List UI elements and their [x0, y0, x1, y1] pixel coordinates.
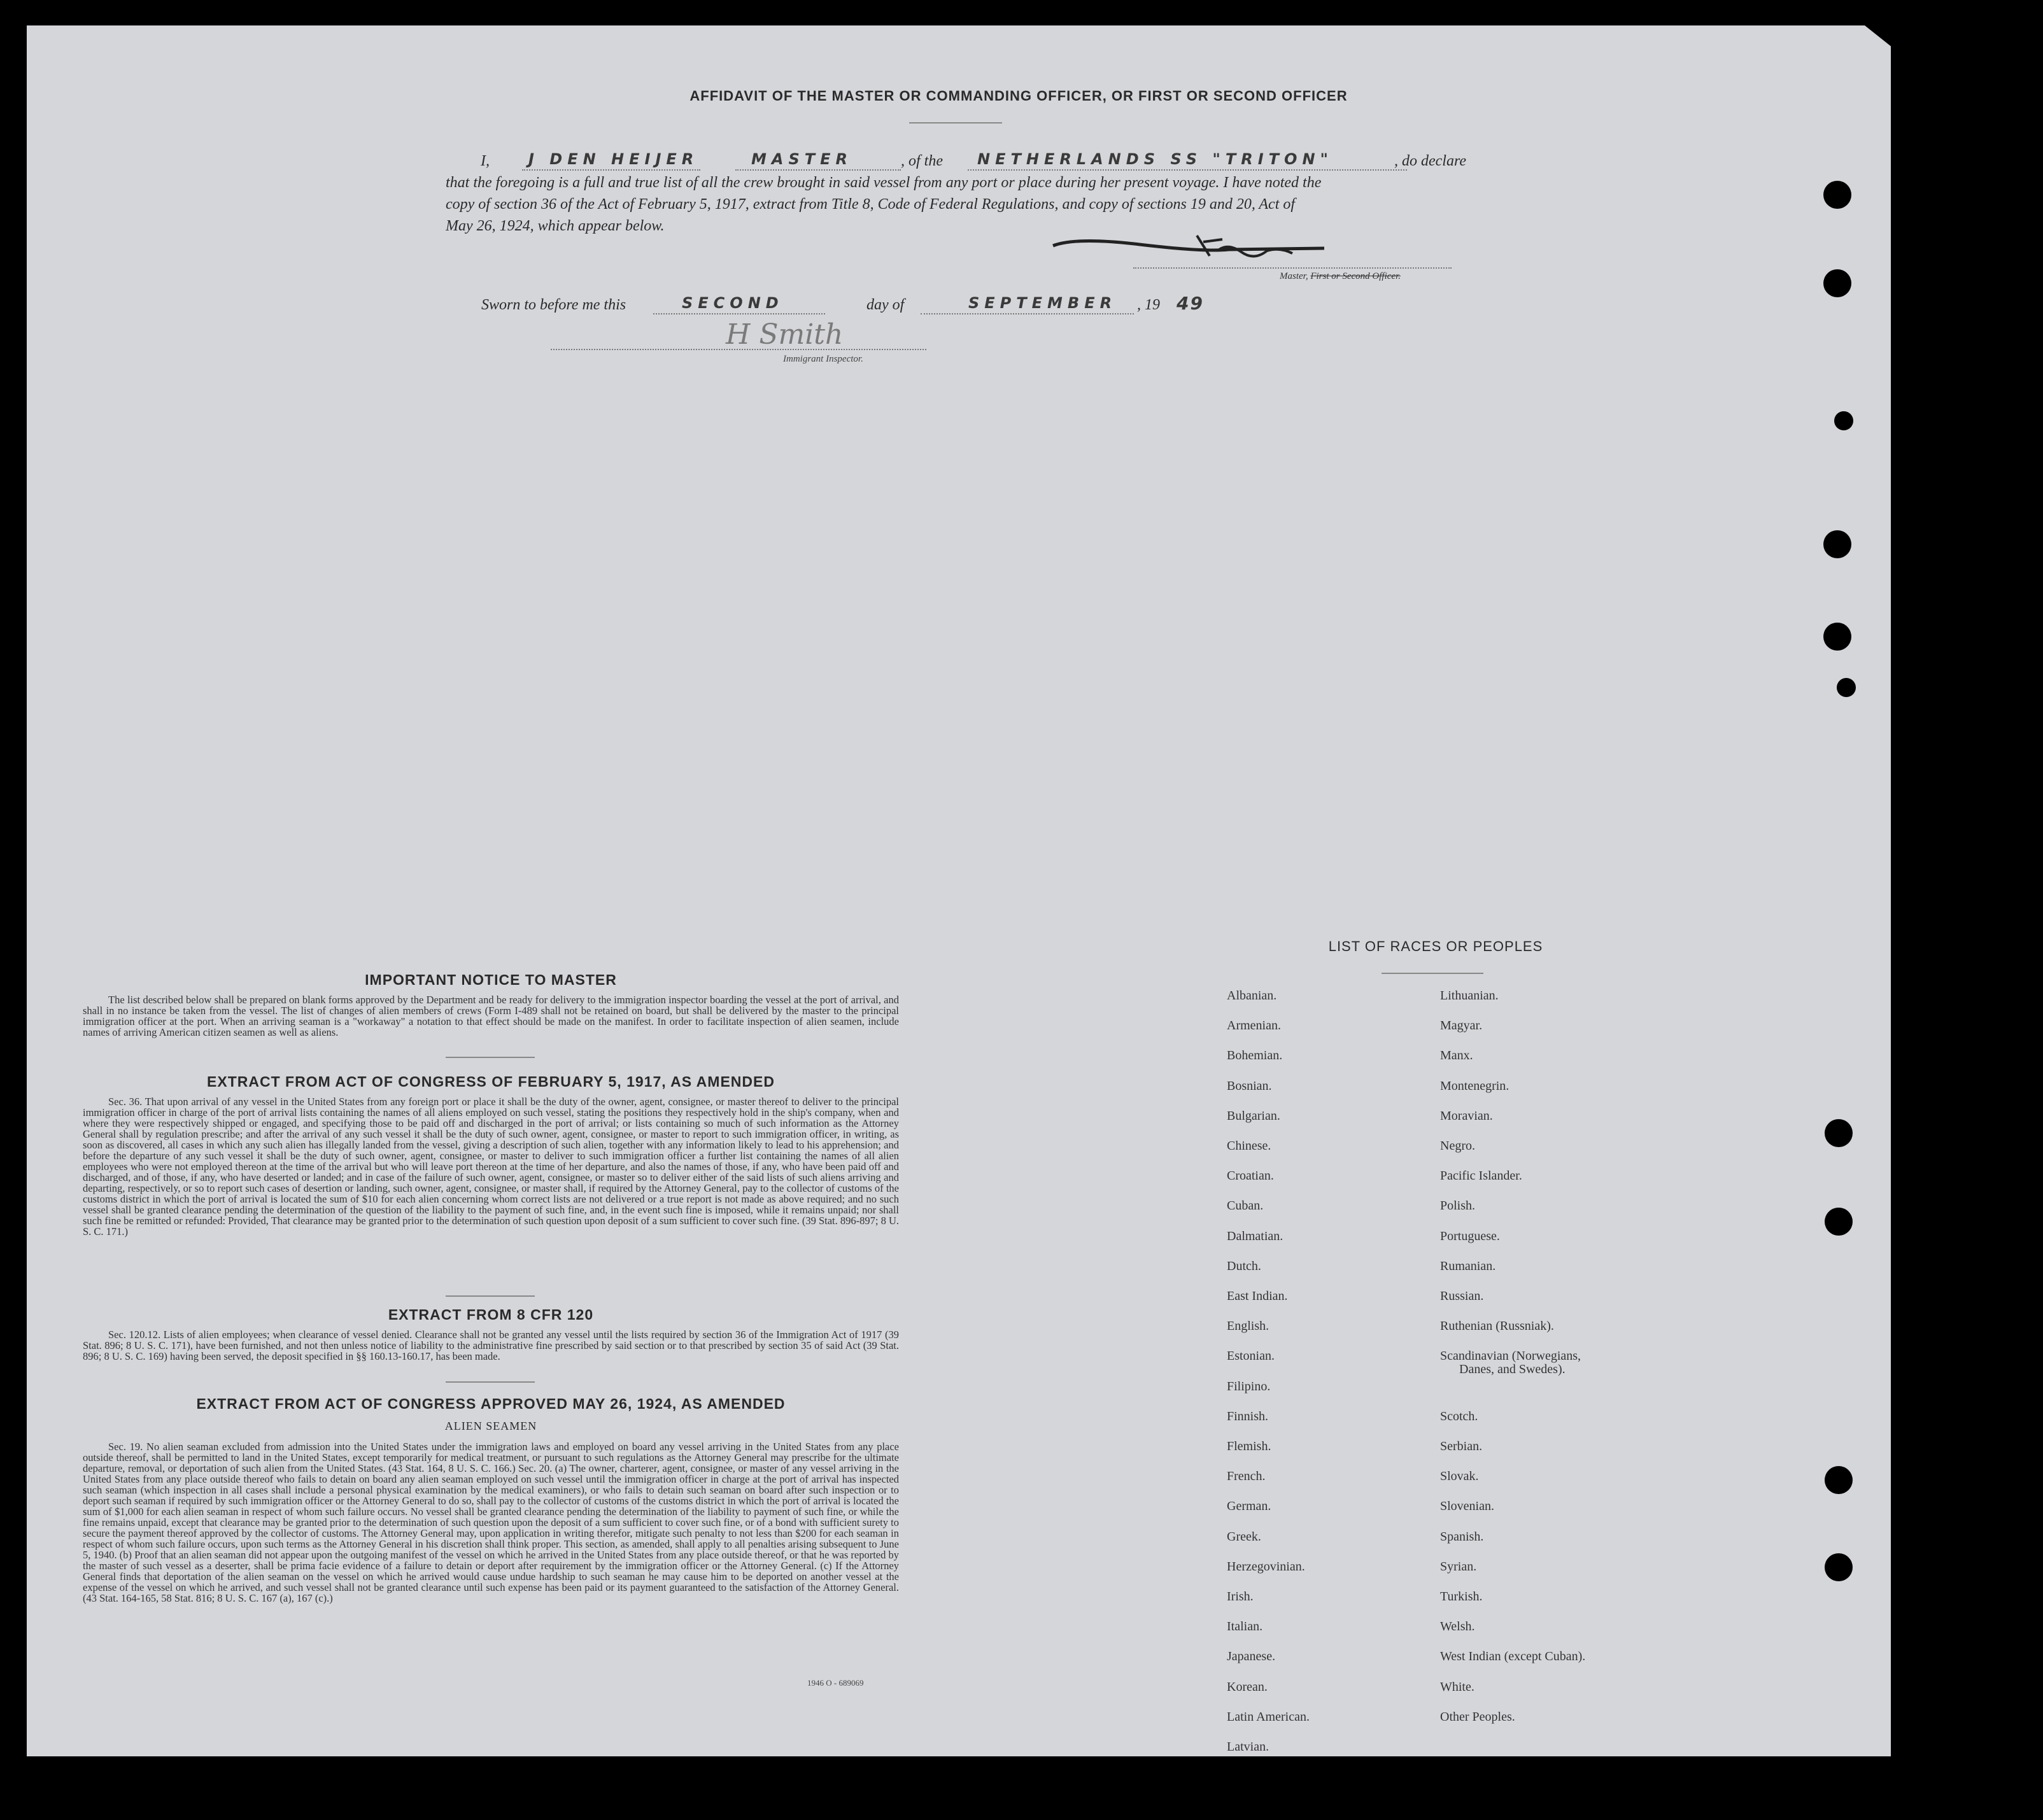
- master-caption: [1280, 271, 1401, 282]
- race-item: Cuban.: [1227, 1199, 1264, 1213]
- race-item: Chinese.: [1227, 1139, 1271, 1153]
- sworn-label: Sworn to before me this: [481, 297, 626, 313]
- race-item: Welsh.: [1440, 1619, 1475, 1634]
- race-item: Scandinavian (Norwegians,: [1440, 1349, 1581, 1364]
- year-prefix: , 19: [1137, 297, 1160, 313]
- inspector-signature: H Smith: [726, 318, 844, 351]
- race-item: Magyar.: [1440, 1019, 1483, 1033]
- race-item: Scotch.: [1440, 1409, 1478, 1423]
- race-item: White.: [1440, 1679, 1474, 1694]
- race-item: Pacific Islander.: [1440, 1169, 1522, 1183]
- race-item: Montenegrin.: [1440, 1078, 1509, 1093]
- declare-label: , do declare: [1394, 153, 1467, 169]
- race-item: English.: [1227, 1319, 1269, 1334]
- extract-1924-text: Sec. 19. No alien seaman excluded from admission into the United States under the immigration laws and employed on board any vessel arriving in the United States from any place outside thereof, shall be permitted to land in the United States, except temporarily for medical treatment, or pursuant to such regulations as the Attorney General may prescribe for the ultimate departure, removal, or deportation of such alien from the United States. (43 Stat. 164, 8 U. S. C. 166.) Sec. 20. (a) The owner, charterer, agent, consignee, or master of any vessel arriving in the United States from any place outside thereof who fails to detain on board any alien seaman employed on such vessel until the immigration officer in charge at the port of arrival has inspected such seaman (which inspection in all cases shall include a personal physical examination by the medical examiners), or who fails to detain such seaman on board after such inspection or to deport such seaman if required by such immigration officer or the Attorney General to do so, shall pay to the collector of customs of the customs district in which the port of arrival is located the sum of $1,000 for each alien seaman in respect of whom such failure occurs. No vessel shall be granted clearance pending the determination of the liability to payment of such fine, or while the fine remains unpaid, except that clearance may be granted prior to the determination of such question upon the deposit of a sum sufficient to cover such fine, or of a bond with sufficient surety to secure the payment thereof approved by the collector of customs. The Attorney General may, upon application in writing therefor, mitigate such penalty to not less than $200 for each seaman in respect of whom such failure occurs, upon such terms as the Attorney General in his discretion shall think proper. This section, as amended, shall apply to all penalties arising subsequent to June 5, 1940. (b) Proof that an alien seaman did not appear upon the outgoing manifest of the vessel on which he arrived in the United States from any place outside thereof, or that he was reported by the master of such vessel as a deserter, shall be prima facie evidence of a failure to detain or deport after requirement by the immigration officer or the Attorney General. (c) If the Attorney General finds that deportation of the alien seaman on the vessel on which he arrived would cause undue hardship to such seaman he may cause him to be deported on another vessel at the expense of the vessel on which he arrived, and such vessel shall not be granted clearance until such expense has been paid or its payment guaranteed to the satisfaction of the Attorney General. (43 Stat. 164-165, 58 Stat. 816; 8 U. S. C. 167 (a), 167 (c).): [83, 1441, 899, 1604]
- race-item: Syrian.: [1440, 1559, 1477, 1574]
- of-the-label: , of the: [901, 153, 943, 169]
- race-item: Spanish.: [1440, 1529, 1484, 1544]
- race-item: Croatian.: [1227, 1169, 1274, 1183]
- race-item: Dalmatian.: [1227, 1229, 1283, 1243]
- extract-1917-text: Sec. 36. That upon arrival of any vessel in the United States from any foreign port or place it shall be the duty of the owner, agent, consignee, or master thereof to deliver to the principal immigration officer in charge of the port of arrival lists containing the names of all aliens employed on such vessel, stating the positions they respectively hold in the ship's company, when and where they were respectively shipped or engaged, and specifying those to be paid off and discharged in the port of arrival; or lists containing so much of such information as the Attorney General shall by regulation prescribe; and after the arrival of any such vessel it shall be the duty of such owner, agent, consignee, or master to report to such immigration officer, in writing, as soon as discovered, all cases in which any such alien has illegally landed from the vessel, giving a description of such alien, together with any information likely to lead to his apprehension; and before the departure of any such vessel it shall be the duty of such owner, agent, consignee, or master to deliver to such immigration officer a further list containing the names of all alien employees who were not employed thereon at the time of the arrival but who will leave port thereon at the time of her departure, and also the names of those, if any, who have been paid off and discharged, and of those, if any, who have deserted or landed; and in case of the failure of such owner, agent, consignee, or master so to deliver either of the said lists of such aliens arriving and departing, respectively, or so to report such cases of desertion or landing, such owner, agent, consignee, or master shall, if required by the Attorney General, pay to the collector of customs of the customs district in which the port of arrival is located the sum of $10 for each alien concerning whom correct lists are not delivered or a true report is not made as above required; and no such vessel shall be granted clearance pending the determination of the question of the liability to the payment of such fine, and, in the event such fine is imposed, while it remains unpaid; nor shall such fine be remitted or refunded: Provided, That clearance may be granted prior to the determination of such question upon deposit of a sum sufficient to cover such fine. (39 Stat. 896-897; 8 U. S. C. 171.): [83, 1096, 899, 1238]
- punch-hole: [1825, 1119, 1853, 1147]
- race-item: Latvian.: [1227, 1740, 1269, 1754]
- pronoun-i: I,: [481, 153, 490, 169]
- race-item: Lithuanian.: [1440, 989, 1499, 1003]
- race-item: Korean.: [1227, 1679, 1268, 1694]
- extract-1917-divider: [446, 1295, 535, 1297]
- punch-hole: [1823, 269, 1851, 297]
- race-item: Irish.: [1227, 1590, 1254, 1604]
- punch-hole: [1834, 411, 1853, 430]
- race-item: Albanian.: [1227, 989, 1277, 1003]
- race-item: Flemish.: [1227, 1439, 1271, 1453]
- races-heading: LIST OF RACES OR PEOPLES: [1328, 938, 1543, 954]
- sworn-line: [481, 295, 1245, 317]
- race-item: Ruthenian (Russniak).: [1440, 1319, 1554, 1334]
- race-item: Bosnian.: [1227, 1078, 1272, 1093]
- sworn-day: SECOND: [682, 294, 784, 312]
- extract-1924-heading: EXTRACT FROM ACT OF CONGRESS APPROVED MAY 26, 1924, AS AMENDED: [196, 1395, 786, 1412]
- race-item: Bulgarian.: [1227, 1108, 1280, 1123]
- race-item: Japanese.: [1227, 1649, 1276, 1664]
- affidavit-title: AFFIDAVIT OF THE MASTER OR COMMANDING OFFICER, OR FIRST OR SECOND OFFICER: [689, 88, 1348, 104]
- race-item: Bohemian.: [1227, 1048, 1283, 1063]
- race-item: Armenian.: [1227, 1019, 1281, 1033]
- punch-hole: [1825, 1466, 1853, 1494]
- punch-hole: [1823, 623, 1851, 651]
- race-item: Negro.: [1440, 1139, 1475, 1153]
- race-item: French.: [1227, 1469, 1266, 1484]
- punch-hole: [1823, 181, 1851, 209]
- race-item: Greek.: [1227, 1529, 1261, 1544]
- inspector-caption: Immigrant Inspector.: [783, 354, 863, 364]
- race-item: Moravian.: [1440, 1108, 1493, 1123]
- punch-hole: [1837, 678, 1856, 697]
- day-of-label: day of: [866, 297, 905, 313]
- race-item: Dutch.: [1227, 1259, 1261, 1273]
- extract-1917-heading: EXTRACT FROM ACT OF CONGRESS OF FEBRUARY 5, 1917, AS AMENDED: [207, 1073, 775, 1090]
- master-caption-text: Master,: [1280, 271, 1308, 281]
- race-item: Slovak.: [1440, 1469, 1479, 1484]
- rank: MASTER: [751, 150, 852, 168]
- race-item: Manx.: [1440, 1048, 1473, 1063]
- race-item: Italian.: [1227, 1619, 1263, 1634]
- race-item: German.: [1227, 1499, 1271, 1514]
- race-item: Slovenian.: [1440, 1499, 1494, 1514]
- race-item: Filipino.: [1227, 1379, 1271, 1393]
- affidavit-line4: May 26, 1924, which appear below.: [446, 218, 665, 234]
- extract-cfr-heading: EXTRACT FROM 8 CFR 120: [388, 1306, 594, 1323]
- race-item: West Indian (except Cuban).: [1440, 1649, 1586, 1664]
- notice-text: The list described below shall be prepared on blank forms approved by the Department and be ready for delivery to the immigration inspector boarding the vessel at the port of arrival, and shall in no instance be taken from the vessel. The list of changes of alien members of crews (Form I-489 shall not be retained on board, but shall be delivered by the master to the principal immigration officer at the port. When an arriving seaman is a "workaway" a notation to that effect should be made on the manifest. In order to facilitate inspection of alien seamen, include names of arriving American citizen seamen as well as aliens.: [83, 994, 899, 1038]
- extract-cfr-divider: [446, 1381, 535, 1383]
- race-item: East Indian.: [1227, 1289, 1288, 1303]
- race-item: Herzegovinian.: [1227, 1559, 1305, 1574]
- race-item: Portuguese.: [1440, 1229, 1500, 1243]
- title-divider: [909, 122, 1002, 123]
- extract-1924-subheading: ALIEN SEAMEN: [444, 1420, 537, 1432]
- race-item: Danes, and Swedes).: [1459, 1362, 1566, 1377]
- race-item: Turkish.: [1440, 1590, 1483, 1604]
- print-footer: 1946 O - 689069: [807, 1678, 864, 1688]
- affidavit-line1: [446, 152, 1478, 172]
- punch-hole: [1825, 1208, 1853, 1236]
- master-name: J DEN HEIJER: [528, 150, 699, 168]
- race-item: Finnish.: [1227, 1409, 1269, 1423]
- affidavit-line2: that the foregoing is a full and true list of all the crew brought in said vessel from any port or place during her present voyage. I have noted the: [446, 174, 1322, 191]
- sworn-year: 49: [1177, 293, 1204, 314]
- race-item: Rumanian.: [1440, 1259, 1496, 1273]
- extract-cfr-text: Sec. 120.12. Lists of alien employees; when clearance of vessel denied. Clearance shall not be granted any vessel until the lists required by section 36 of the Immigration Act of 1917 (39 Stat. 896; 8 U. S. C. 171), have been furnished, and not then unless notice of liability to the administrative fine prescribed by said section or to that prescribed by section 35 of said Act (39 Stat. 896; 8 U. S. C. 169) having been served, the deposit specified in §§ 160.13-160.17, has been made.: [83, 1329, 899, 1362]
- race-item: Latin American.: [1227, 1709, 1310, 1724]
- vessel-name: NETHERLANDS SS "TRITON": [977, 150, 1334, 168]
- race-item: Polish.: [1440, 1199, 1476, 1213]
- master-signature-line: [1133, 257, 1452, 269]
- punch-hole: [1823, 530, 1851, 558]
- notice-divider: [446, 1057, 535, 1058]
- notice-heading: IMPORTANT NOTICE TO MASTER: [365, 971, 617, 988]
- affidavit-line3: copy of section 36 of the Act of February 5, 1917, extract from Title 8, Code of Federal Regulations, and copy of sections 19 and 20, Act of: [446, 196, 1296, 213]
- race-item: Serbian.: [1440, 1439, 1483, 1453]
- race-item: Russian.: [1440, 1289, 1484, 1303]
- race-item: Estonian.: [1227, 1349, 1275, 1364]
- struck-officer-caption: First or Second Officer.: [1310, 271, 1401, 281]
- race-item: Other Peoples.: [1440, 1709, 1515, 1724]
- sworn-month: SEPTEMBER: [968, 294, 1117, 312]
- races-divider: [1382, 973, 1483, 974]
- punch-hole: [1825, 1553, 1853, 1581]
